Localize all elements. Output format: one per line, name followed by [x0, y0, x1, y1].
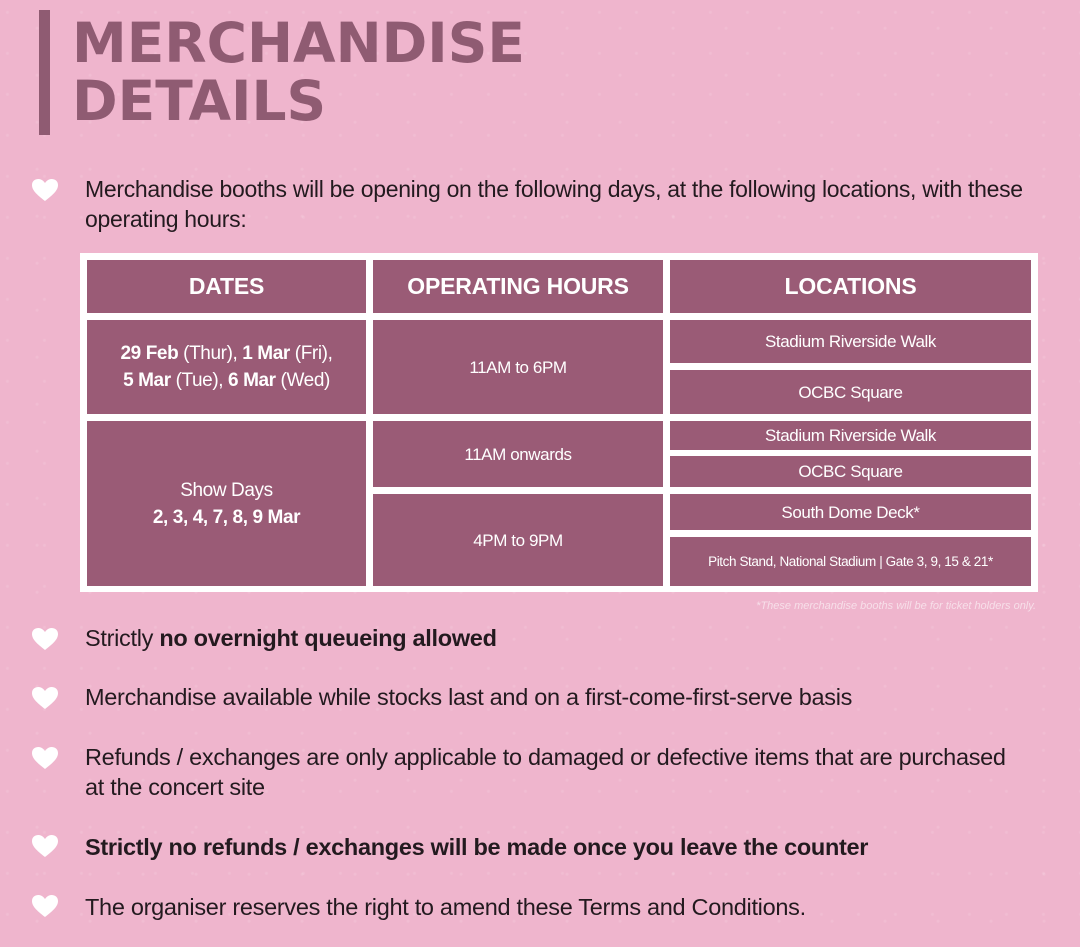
group1-dates	[87, 320, 366, 414]
heart-icon	[31, 178, 59, 202]
heart-icon	[31, 834, 59, 858]
intro-text: Merchandise booths will be opening on the following days, at the following locations, with these operating hours:	[85, 176, 1023, 232]
heart-icon	[31, 746, 59, 770]
group2-location-1: Stadium Riverside Walk	[670, 421, 1031, 450]
date-5-mar-day: (Tue),	[170, 370, 229, 391]
group2-hours-b: 4PM to 9PM	[373, 494, 663, 586]
bullet-text-3: Refunds / exchanges are only applicable to damaged or defective items that are purchased at the concert site	[85, 744, 1006, 800]
date-6-mar: 6 Mar	[228, 370, 276, 391]
heart-icon	[31, 894, 59, 918]
date-29-feb: 29 Feb	[120, 343, 179, 364]
group1-dates-text	[102, 340, 352, 394]
group2-location-4: Pitch Stand, National Stadium | Gate 3, 9, 15 & 21*	[670, 537, 1031, 586]
group2-hours-a: 11AM onwards	[373, 421, 663, 487]
title-line-2: DETAILS	[72, 69, 327, 133]
date-1-mar: 1 Mar	[242, 343, 290, 364]
group2-location-3: South Dome Deck*	[670, 494, 1031, 530]
heart-icon	[31, 686, 59, 710]
header-operating-hours: OPERATING HOURS	[373, 260, 663, 313]
group1-location-2: OCBC Square	[670, 370, 1031, 414]
show-days-label: Show Days	[180, 479, 273, 501]
merch-schedule-table	[80, 253, 1038, 592]
date-6-mar-day: (Wed)	[275, 370, 330, 391]
title-accent-bar	[39, 10, 50, 135]
bullet-4-bold: Strictly no refunds / exchanges will be made once you leave the counter	[85, 834, 869, 860]
group1-location-1: Stadium Riverside Walk	[670, 320, 1031, 363]
date-29-feb-day: (Thur),	[178, 343, 243, 364]
date-1-mar-day: (Fri),	[289, 343, 333, 364]
bullet-1-bold: no overnight queueing allowed	[159, 625, 497, 651]
date-5-mar: 5 Mar	[123, 370, 171, 391]
bullet-text-1	[85, 623, 497, 653]
bullet-text-4	[85, 832, 868, 862]
table-footnote: *These merchandise booths will be for ticket holders only.	[756, 600, 1036, 612]
bullet-1-pre: Strictly	[85, 625, 160, 651]
bullet-text-2: Merchandise available while stocks last and on a first-come-first-serve basis	[85, 684, 853, 710]
page-title	[72, 11, 525, 133]
bullet-text-5: The organiser reserves the right to amend these Terms and Conditions.	[85, 894, 806, 920]
show-days-dates: 2, 3, 4, 7, 8, 9 Mar	[152, 506, 301, 528]
group2-location-2: OCBC Square	[670, 456, 1031, 487]
heart-icon	[31, 627, 59, 651]
header-locations: LOCATIONS	[670, 260, 1031, 313]
group2-dates	[87, 421, 366, 586]
group1-hours: 11AM to 6PM	[373, 320, 663, 414]
header-dates: DATES	[87, 260, 366, 313]
title-line-1: MERCHANDISE	[72, 11, 525, 75]
